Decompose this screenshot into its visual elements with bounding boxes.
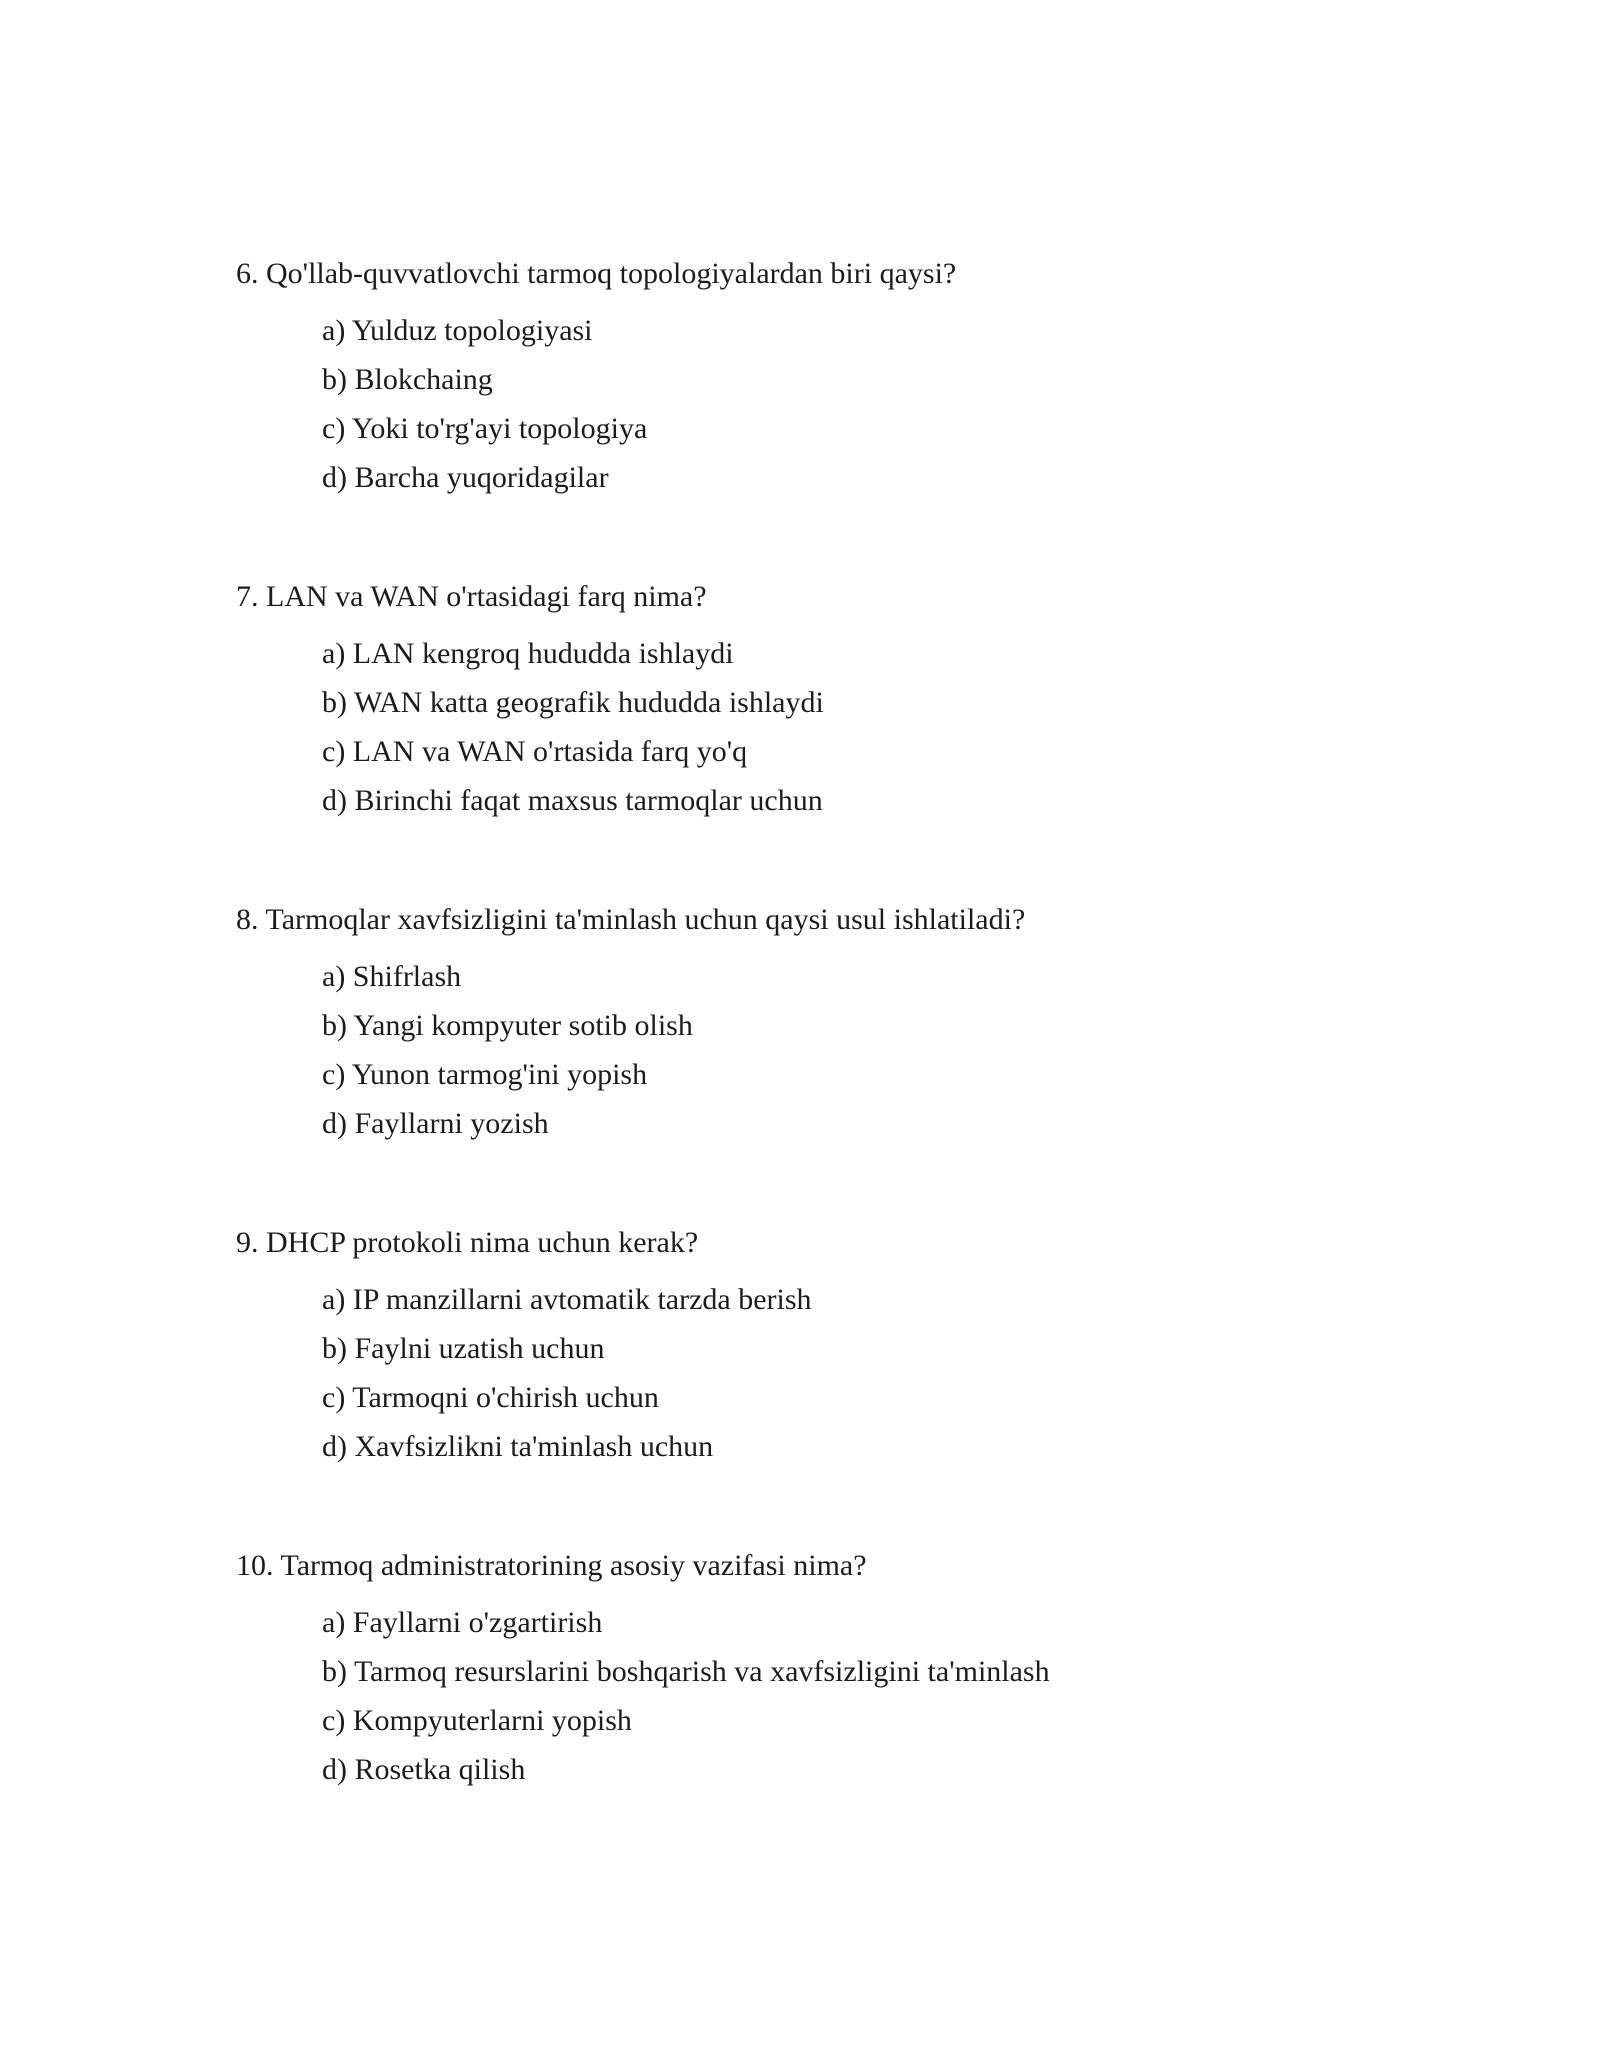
question-text: 7. LAN va WAN o'rtasidagi farq nima?	[236, 580, 707, 613]
option-b: b) Yangi kompyuter sotib olish	[322, 1009, 693, 1042]
option-a: a) LAN kengroq hududda ishlaydi	[322, 637, 734, 670]
option-c: c) Yunon tarmog'ini yopish	[322, 1058, 648, 1091]
option-a: a) IP manzillarni avtomatik tarzda berish	[322, 1283, 812, 1316]
option-d: d) Rosetka qilish	[322, 1753, 526, 1786]
option-list	[236, 1282, 1436, 1465]
option-a: a) Shifrlash	[322, 960, 462, 993]
option-c: c) Kompyuterlarni yopish	[322, 1704, 632, 1737]
option-c: c) Yoki to'rg'ayi topologiya	[322, 412, 648, 445]
question-9	[236, 1225, 1436, 1478]
question-text: 6. Qo'llab-quvvatlovchi tarmoq topologiyalardan biri qaysi?	[236, 257, 957, 290]
question-7	[236, 579, 1436, 832]
option-a: a) Fayllarni o'zgartirish	[322, 1606, 603, 1639]
option-b: b) Blokchaing	[322, 363, 493, 396]
option-list	[236, 959, 1436, 1142]
question-text: 9. DHCP protokoli nima uchun kerak?	[236, 1226, 699, 1259]
option-list	[236, 636, 1436, 819]
question-6	[236, 256, 1436, 509]
option-b: b) Faylni uzatish uchun	[322, 1332, 605, 1365]
question-text: 10. Tarmoq administratorining asosiy vazifasi nima?	[236, 1549, 867, 1582]
option-d: d) Fayllarni yozish	[322, 1107, 549, 1140]
question-8	[236, 902, 1436, 1155]
option-b: b) Tarmoq resurslarini boshqarish va xavfsizligini ta'minlash	[322, 1655, 1050, 1688]
option-d: d) Barcha yuqoridagilar	[322, 461, 609, 494]
option-a: a) Yulduz topologiyasi	[322, 314, 593, 347]
option-b: b) WAN katta geografik hududda ishlaydi	[322, 686, 824, 719]
option-list	[236, 1605, 1436, 1788]
option-d: d) Xavfsizlikni ta'minlash uchun	[322, 1430, 714, 1463]
question-text: 8. Tarmoqlar xavfsizligini ta'minlash uchun qaysi usul ishlatiladi?	[236, 903, 1026, 936]
option-list	[236, 313, 1436, 496]
option-c: c) Tarmoqni o'chirish uchun	[322, 1381, 659, 1414]
option-d: d) Birinchi faqat maxsus tarmoqlar uchun	[322, 784, 823, 817]
question-10	[236, 1548, 1436, 1801]
option-c: c) LAN va WAN o'rtasida farq yo'q	[322, 735, 748, 768]
